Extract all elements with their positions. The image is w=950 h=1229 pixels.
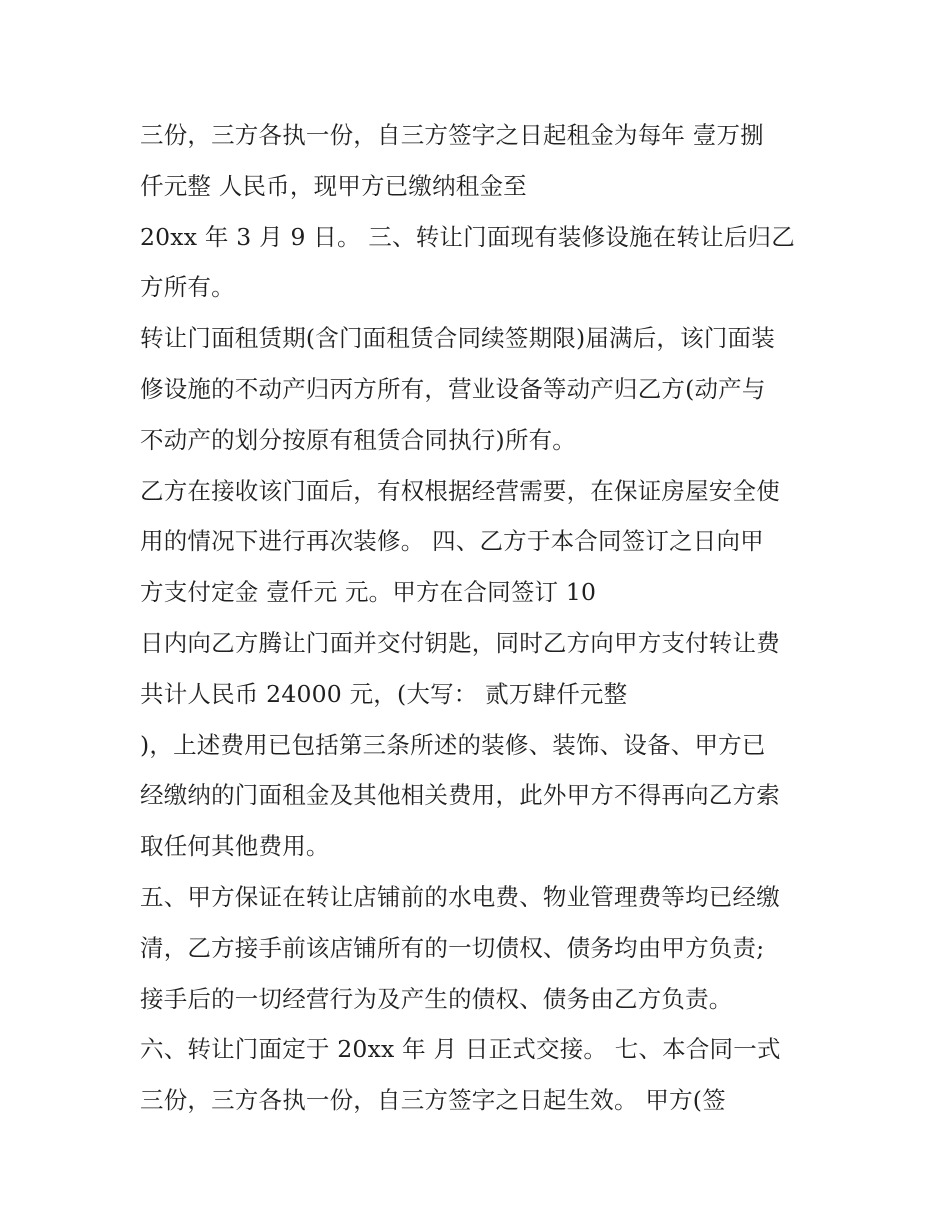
text-line: 三份，三方各执一份，自三方签字之日起租金为每年 壹万捌 xyxy=(140,121,764,149)
text-line: 六、转让门面定于 20xx 年 月 日正式交接。 七、本合同一式 xyxy=(140,1035,781,1064)
text-line: 乙方在接收该门面后，有权根据经营需要，在保证房屋安全使 xyxy=(140,476,780,505)
text-line: 三份，三方各执一份，自三方签字之日起生效。 甲方(签 xyxy=(140,1086,726,1115)
text-line: 20xx 年 3 月 9 日。 三、转让门面现有装修设施在转让后归乙 xyxy=(140,222,795,251)
text-line: 清，乙方接手前该店铺所有的一切债权、债务均由甲方负责; xyxy=(140,933,765,962)
text-line: 方所有。 xyxy=(140,273,235,302)
text-line: 不动产的划分按原有租赁合同执行)所有。 xyxy=(140,425,576,454)
contract-text xyxy=(140,110,830,1126)
text-line: 日内向乙方腾让门面并交付钥匙，同时乙方向甲方支付转让费 xyxy=(140,628,780,657)
text-line: 仟元整 人民币，现甲方已缴纳租金至 xyxy=(140,171,527,200)
text-line: 取任何其他费用。 xyxy=(140,832,330,861)
text-line: 转让门面租赁期(含门面租赁合同续签期限)届满后，该门面装 xyxy=(140,324,775,353)
text-line: 方支付定金 壹仟元 元。甲方在合同签订 10 xyxy=(140,578,597,607)
text-line: )，上述费用已包括第三条所述的装修、装饰、设备、甲方已 xyxy=(140,730,766,759)
text-line: 经缴纳的门面租金及其他相关费用，此外甲方不得再向乙方索 xyxy=(140,781,780,810)
text-line: 用的情况下进行再次装修。 四、乙方于本合同签订之日向甲 xyxy=(140,527,764,556)
text-line: 共计人民币 24000 元，(大写： 贰万肆仟元整 xyxy=(140,679,628,708)
text-line: 五、甲方保证在转让店铺前的水电费、物业管理费等均已经缴 xyxy=(140,882,780,911)
text-line: 接手后的一切经营行为及产生的债权、债务由乙方负责。 xyxy=(140,984,733,1013)
text-line: 修设施的不动产归丙方所有，营业设备等动产归乙方(动产与 xyxy=(140,374,766,403)
